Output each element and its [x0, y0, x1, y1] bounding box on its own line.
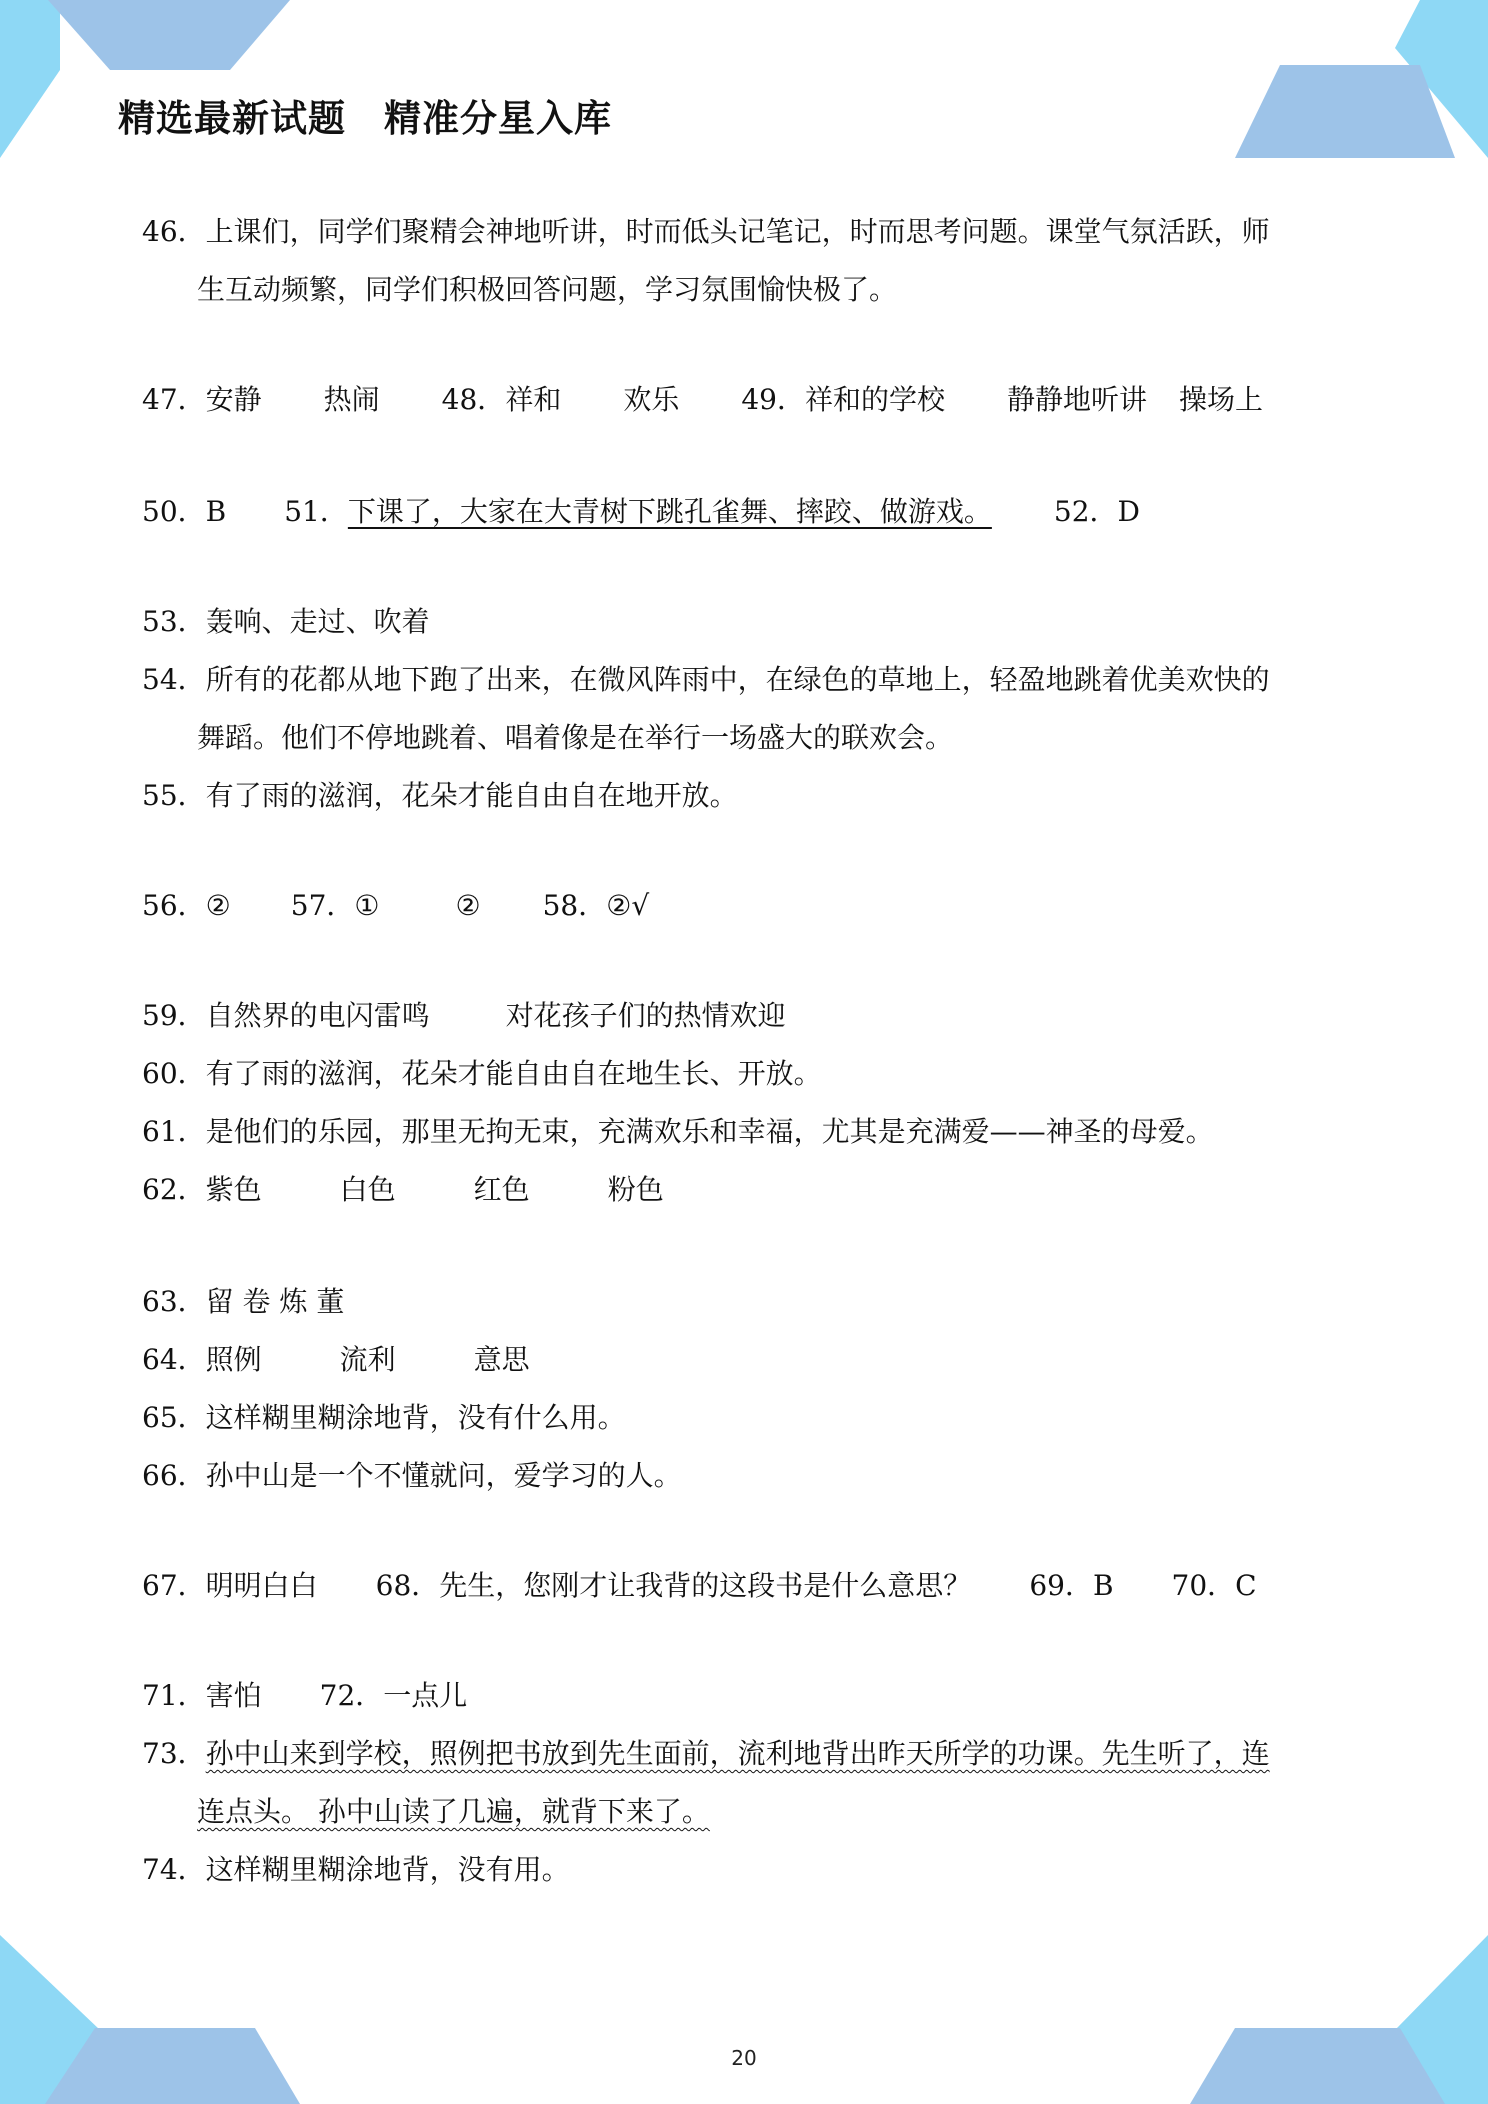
answer-56-58: [142, 886, 649, 926]
answer-number: 63．: [142, 1285, 206, 1318]
answer-text: 有了雨的滋润，花朵才能自由自在地开放。: [205, 779, 738, 812]
underlined-answer: 下课了，大家在大青树下跳孔雀舞、摔跤、做游戏。: [347, 495, 992, 528]
answer-text: 生互动频繁，同学们积极回答问题，学习氛围愉快极了。: [197, 273, 898, 306]
answer-text: 这样糊里糊涂地背，没有用。: [205, 1853, 570, 1886]
answer-text: ②: [455, 889, 481, 922]
answer-50-52: [142, 492, 1140, 532]
answer-number: 71．: [142, 1679, 206, 1712]
answer-number: 66．: [142, 1459, 206, 1492]
answer-text: C: [1235, 1569, 1257, 1602]
answer-53: [142, 602, 430, 642]
answer-number: 46．: [142, 215, 206, 248]
answer-text: ①: [354, 889, 380, 922]
answer-number: 59．: [142, 999, 206, 1032]
answer-number: 73．: [142, 1737, 206, 1770]
answer-59: [142, 996, 786, 1036]
answer-71-72: [142, 1676, 467, 1716]
answer-60: [142, 1054, 822, 1094]
answer-74: [142, 1850, 570, 1890]
answer-text: 操场上: [1179, 383, 1264, 416]
answer-text: 祥和的学校: [804, 383, 945, 416]
answer-text: 上课们，同学们聚精会神地听讲，时而低头记笔记，时而思考问题。课堂气氛活跃，师: [205, 215, 1270, 248]
answer-number: 64．: [142, 1343, 206, 1376]
answer-54: [142, 660, 1270, 700]
answer-text: 对花孩子们的热情欢迎: [505, 999, 786, 1032]
answer-text: 流利: [339, 1343, 396, 1376]
answer-number: 47．: [142, 383, 206, 416]
answer-64: [142, 1340, 530, 1380]
answer-text: 红色: [473, 1173, 530, 1206]
answer-text: 舞蹈。他们不停地跳着、唱着像是在举行一场盛大的联欢会。: [197, 721, 954, 754]
answer-text: 紫色: [205, 1173, 262, 1206]
answer-number: 50．: [142, 495, 206, 528]
answer-text: 静静地听讲: [1007, 383, 1148, 416]
answer-text: 有了雨的滋润，花朵才能自由自在地生长、开放。: [205, 1057, 822, 1090]
answer-text: 孙中山是一个不懂就问，爱学习的人。: [205, 1459, 682, 1492]
answer-number: 69．: [1029, 1569, 1093, 1602]
answer-text: 意思: [473, 1343, 530, 1376]
answer-number: 61．: [142, 1115, 206, 1148]
answer-number: 72．: [319, 1679, 384, 1712]
answer-number: 62．: [142, 1173, 206, 1206]
answer-text: B: [1092, 1569, 1114, 1602]
answer-text: D: [1117, 495, 1140, 528]
answer-number: 54．: [142, 663, 206, 696]
answer-text: 轰响、走过、吹着: [205, 605, 430, 638]
answer-text: 祥和: [505, 383, 562, 416]
answer-text: 欢乐: [623, 383, 680, 416]
answer-text: 害怕: [205, 1679, 262, 1712]
answer-number: 56．: [142, 889, 206, 922]
answer-number: 55．: [142, 779, 206, 812]
corner-trapezoid-top-right: [1235, 65, 1455, 158]
answer-number: 70．: [1171, 1569, 1236, 1602]
answer-number: 48．: [441, 383, 506, 416]
answer-text: 热闹: [323, 383, 380, 416]
answer-67-70: [142, 1566, 1257, 1606]
answer-number: 58．: [542, 889, 607, 922]
answer-text: 一点儿: [383, 1679, 468, 1712]
wavy-underlined-answer: 孙中山来到学校，照例把书放到先生面前，流利地背出昨天所学的功课。先生听了，连: [205, 1737, 1270, 1770]
answer-number: 68．: [375, 1569, 440, 1602]
answer-number: 57．: [290, 889, 355, 922]
answer-46: [142, 212, 1270, 252]
answer-text: 粉色: [607, 1173, 664, 1206]
answer-text: 照例: [205, 1343, 262, 1376]
corner-trapezoid-top-left: [48, 0, 290, 70]
answer-47-49: [142, 380, 1263, 420]
answer-66: [142, 1456, 682, 1496]
answer-text: ②√: [606, 889, 650, 922]
answer-number: 51．: [284, 495, 348, 528]
answer-number: 74．: [142, 1853, 206, 1886]
answer-73-continued: [197, 1792, 710, 1832]
answer-55: [142, 776, 738, 816]
answer-text: 这样糊里糊涂地背，没有什么用。: [205, 1401, 626, 1434]
answer-65: [142, 1398, 626, 1438]
wavy-underlined-answer: 连点头。 孙中山读了几遍，就背下来了。: [197, 1795, 710, 1828]
answer-number: 53．: [142, 605, 206, 638]
answer-text: 是他们的乐园，那里无拘无束，充满欢乐和幸福，尤其是充满爱——神圣的母爱。: [205, 1115, 1214, 1148]
answer-text: B: [205, 495, 227, 528]
answer-number: 65．: [142, 1401, 206, 1434]
answer-text: 自然界的电闪雷鸣: [205, 999, 430, 1032]
answer-61: [142, 1112, 1214, 1152]
answer-text: 明明白白: [205, 1569, 318, 1602]
answer-number: 67．: [142, 1569, 206, 1602]
answer-54-continued: [197, 718, 953, 758]
page-number: 20: [731, 2046, 757, 2070]
answer-46-continued: [197, 270, 897, 310]
answer-text: 白色: [339, 1173, 396, 1206]
answer-number: 60．: [142, 1057, 206, 1090]
answer-73: [142, 1734, 1270, 1774]
answer-62: [142, 1170, 664, 1210]
answer-text: ②: [205, 889, 231, 922]
answer-text: 留 卷 炼 董: [205, 1285, 345, 1318]
answer-text: 先生，您刚才让我背的这段书是什么意思？: [439, 1569, 972, 1602]
header-title: 精选最新试题 精准分星入库: [118, 97, 612, 140]
corner-triangle-top-left: [0, 0, 60, 158]
answer-63: [142, 1282, 344, 1322]
answer-number: 49．: [741, 383, 805, 416]
answer-text: 安静: [205, 383, 262, 416]
answer-number: 52．: [1053, 495, 1118, 528]
answer-text: 所有的花都从地下跑了出来，在微风阵雨中，在绿色的草地上，轻盈地跳着优美欢快的: [205, 663, 1270, 696]
